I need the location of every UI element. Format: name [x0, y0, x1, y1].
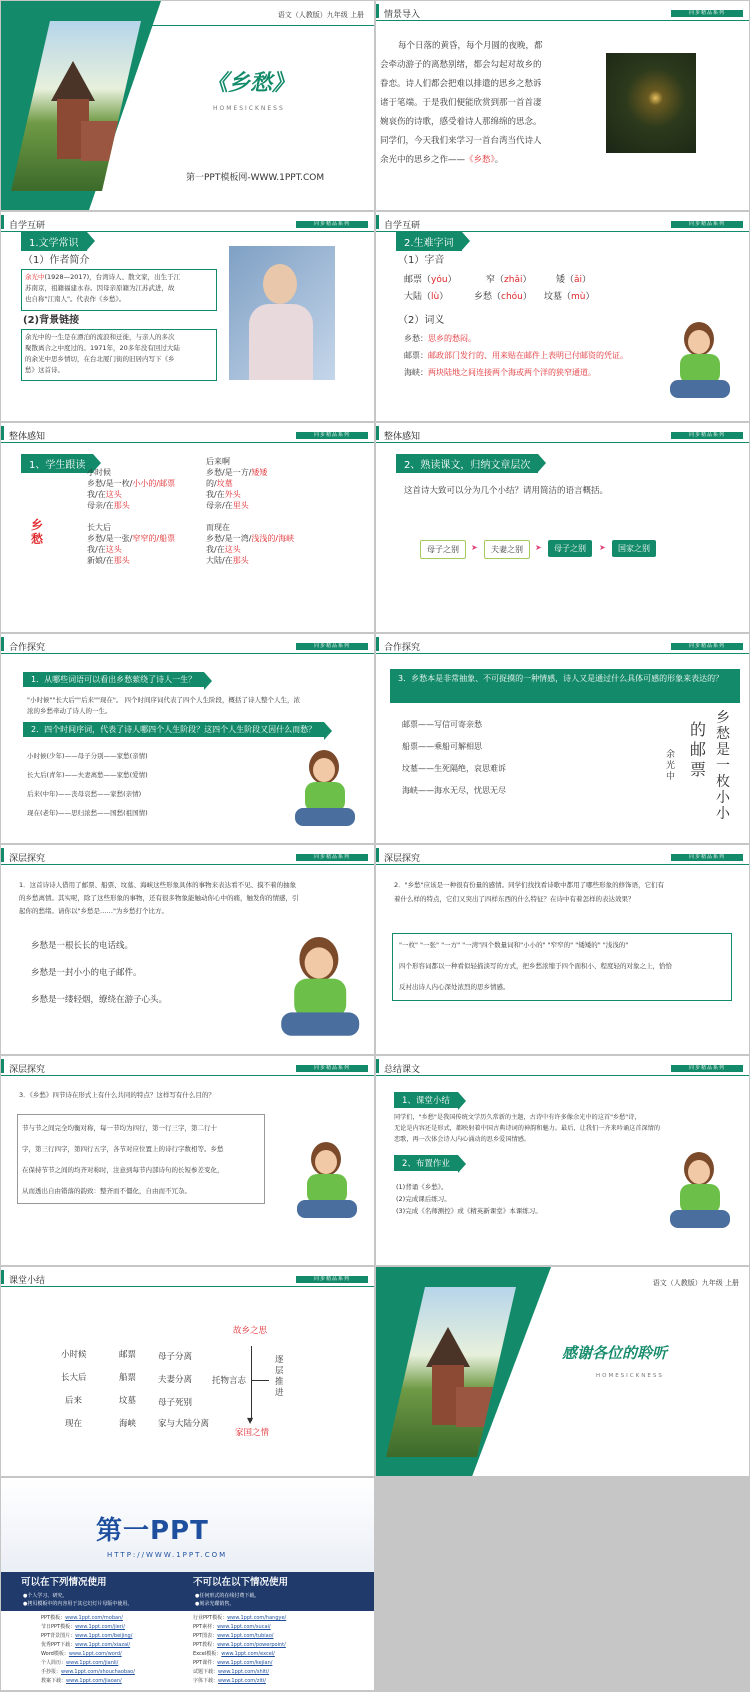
- link-row[interactable]: PPT课件：www.1ppt.com/kejian/: [193, 1660, 273, 1666]
- slide-9-deep-1[interactable]: 深层探究 同步精品系列 1．这首诗诗人借用了邮票、船票、坟墓、海峡这些形象具体的事物来表达看不见、摸不着的抽象 的乡愁离情。其实呢，除了这些形象的事物，还有很多物象能触动你心中的痛，触发你的情感，引 起你的愁绪。请你以"乡愁是……"为乡愁打个比方。 乡愁是一根长长的电话线。 乡愁是一封小小的电子邮件。 乡愁是一缕轻烟，缭绕在游子心头。: [1, 845, 374, 1054]
- slide-12-summary[interactable]: 总结课文 同步精品系列 1、课堂小结 同学们，"乡愁"是我国传统文学历久常新的主题，古诗中有许多像余光中的这首"乡愁"诗， 无论是内容还是形式，都映射着中国古典诗词的神韵和魅力。最后，让我们一齐来吟诵这首深情的 恋歌，再一次体会诗人内心涌动的思乡爱国情感。 2、布置作业 (1)背诵《乡愁》。 (2)完成课后练习。 (3)完成《名师测控》或《精英新课堂》本课练习。: [376, 1056, 749, 1265]
- poem-line: 的/坟墓: [206, 479, 233, 488]
- slide-header: 自学互研: [9, 221, 46, 231]
- link-row[interactable]: 手抄报：www.1ppt.com/shouchaobao/: [41, 1669, 135, 1675]
- slide-header: 整体感知: [9, 432, 46, 442]
- slide-header: 深层探究: [9, 1065, 46, 1075]
- thanks-title: 感谢各位的聆听: [562, 1344, 668, 1362]
- author-box: 余光中(1928—2017)，台湾诗人、散文家，出生于江 苏南京，祖籍福建永春。因母亲原籍为江苏武进，故 也自称"江南人"。代表作《乡愁》。: [21, 269, 217, 311]
- poem-line: 乡愁/是一枚/小小的/邮票: [87, 479, 176, 488]
- poem-line: 后来啊: [206, 457, 230, 466]
- example: 乡愁是一缕轻烟，缭绕在游子心头。: [31, 995, 168, 1005]
- slide-10-deep-2[interactable]: 深层探究 同步精品系列 2．"乡愁"应该是一种很有份量的感情。同学们找找看诗歌中都用了哪些形象的修饰语，它们有 着什么样的特点，它们又突出了四样东西的什么特征？在诗中有着怎样的表达效果？ "一枚" "一张" "一方" "一湾"四个数量词和"小小的" "窄窄的" "矮矮的" "浅浅的" 四个形容词都以一种看似轻描淡写的方式，把乡愁浓缩于四个面积小、程度轻的对象之上，恰恰 反衬出诗人内心深处浓烈的思乡情感。: [376, 845, 749, 1054]
- subheading: (2)背景链接: [23, 315, 80, 326]
- girl-illustration: [293, 1142, 363, 1224]
- series-tag: 同步精品系列: [296, 221, 368, 228]
- poem-line: 我/在这头: [87, 490, 122, 499]
- arrow-icon: ➤: [599, 543, 606, 552]
- cannot-use-heading: 不可以在以下情况使用: [193, 1577, 289, 1588]
- slide-header: 总结课文: [384, 1065, 421, 1075]
- series-tag: 同步精品系列: [671, 221, 743, 228]
- answer-box: "一枚" "一张" "一方" "一湾"四个数量词和"小小的" "窄窄的" "矮矮的" "浅浅的" 四个形容词都以一种看似轻描淡写的方式，把乡愁浓缩于四个面积小、程度轻的对象之上，恰恰 反衬出诗人内心深处浓烈的思乡情感。: [392, 933, 732, 1001]
- question-1: 1．从哪些词语可以看出乡愁萦绕了诗人一生？: [23, 672, 204, 687]
- question-2: 2．四个时间序词，代表了诗人哪四个人生阶段？这四个人生阶段又因什么而愁？: [23, 722, 324, 737]
- flow-step-1: 母子之别: [420, 540, 466, 559]
- link-row[interactable]: PPT图表：www.1ppt.com/tubiao/: [193, 1633, 274, 1639]
- thanks-subtitle: HOMESICKNESS: [596, 1373, 664, 1379]
- link-row[interactable]: PPT背景图片：www.1ppt.com/beijing/: [41, 1633, 133, 1639]
- slide-header: 深层探究: [9, 854, 46, 864]
- subheading: （2）词义: [398, 315, 445, 326]
- slide-header: 课堂小结: [9, 1276, 46, 1286]
- cover-title: 《乡愁》: [206, 71, 295, 96]
- slide-15-license[interactable]: 第一PPT HTTP://WWW.1PPT.COM 可以在下列情况使用 ●个人学习、研究。 ●拷贝模板中的内容用于其它幻灯片母版中使用。 不可以在以下情况使用 ●任何形式的在线付费下载。 ●刻录光碟销售。 PPT模板：www.1ppt.com/moban/ 行业PPT模板：www.1ppt.com/hangye/ 节日PPT模板：www.1ppt.com/jieri/ PPT素材：www.1ppt.com/sucai/ PPT背景图片：www.1ppt.com/beijing/ PPT图表：www.1ppt.com/tubiao/ 优秀PPT下载：www.1ppt.com/xiazai/ PPT教程：www.1ppt.com/powerpoint/ Word模板：www.1ppt.com/word/ Excel模板：www.1ppt.com/excel/ 个人简历：www.1ppt.com/jianli/ PPT课件：www.1ppt.com/kejian/ 手抄报：www.1ppt.com/shouchaobao/ 试题下载：www.1ppt.com/shiti/ 教案下载：www.1ppt.com/jiaoan/ 字体下载：www.1ppt.com/ziti/: [1, 1478, 374, 1690]
- slide-4-words[interactable]: 自学互研 同步精品系列 2.生难字词 （1）字音 邮票（yóu） 窄（zhǎi） 矮（ǎi） 大陆（lù） 乡愁（chóu） 坟墓（mù） （2）词义 乡愁：思乡的愁闷。 邮票：邮政部门发行的、用来贴在邮件上表明已付邮资的凭证。 海峡：两块陆地之间连接两个海或两个洋的狭窄通道。: [376, 212, 749, 421]
- arrow-icon: ➤: [471, 543, 478, 552]
- girl-illustration: [666, 1152, 736, 1234]
- example: 乡愁是一封小小的电子邮件。: [31, 968, 142, 978]
- can-use-heading: 可以在下列情况使用: [21, 1577, 107, 1588]
- slide-header: 自学互研: [384, 221, 421, 231]
- question: 3．《乡愁》四节诗在形式上有什么共同的特点？这样写有什么目的？: [19, 1091, 215, 1099]
- flow-step-2: 夫妻之别: [484, 540, 530, 559]
- poem-line: 母亲/在那头: [87, 501, 130, 510]
- top-label: 故乡之思: [233, 1326, 268, 1336]
- question-3: 3．乡愁本是非常抽象、不可捉摸的一种情感，诗人又是通过什么具体可感的形象来表达的？: [390, 669, 740, 703]
- vertical-label: 逐层推进: [275, 1355, 284, 1398]
- bottom-label: 家国之情: [235, 1428, 270, 1438]
- site-label: 第一PPT模板网-WWW.1PPT.COM: [186, 173, 325, 183]
- girl-illustration: [291, 750, 361, 832]
- subheading: （1）字音: [398, 255, 445, 266]
- section-button[interactable]: 2.生难字词: [396, 232, 462, 251]
- arrow-icon: ➤: [535, 543, 542, 552]
- slide-header: 深层探究: [384, 854, 421, 864]
- subject-label: 语文（人教版）九年级 上册: [652, 1279, 739, 1287]
- poem-line: 乡愁/是一张/窄窄的/船票: [87, 534, 176, 543]
- flow-step-3: 母子之别: [548, 540, 592, 557]
- center-label: 托物言志: [212, 1376, 247, 1386]
- link-row[interactable]: PPT素材：www.1ppt.com/sucai/: [193, 1624, 271, 1630]
- answer-box: 节与节之间完全均衡对称，每一节均为四行，第一行三字，第二行十 字，第三行四字，第四行五字，各节对应位置上的诗行字数相等。乡愁 在保持节节之间的均齐对称时，注意到每节内部诗句的长短参差变化， 从而透出自由错落的韵致：整齐而不僵化，自由而不冗杂。: [17, 1114, 265, 1204]
- link-row[interactable]: Word模板：www.1ppt.com/word/: [41, 1651, 122, 1657]
- slide-header: 合作探究: [9, 643, 46, 653]
- section-button[interactable]: 2、布置作业: [394, 1155, 458, 1171]
- series-tag: 同步精品系列: [296, 432, 368, 439]
- poem-line: 我/在外头: [206, 490, 241, 499]
- link-row[interactable]: 行业PPT模板：www.1ppt.com/hangye/: [193, 1615, 287, 1621]
- brand-logo: 第一PPT: [96, 1516, 209, 1546]
- intro-text: 每个日落的黄昏，每个月圆的夜晚，都 会牵动游子的离愁别绪，都会勾起对故乡的 眷恋。诗人们都会把难以排遣的思乡之愁诉 诸于笔端。于是我们便能欣赏到那一首首凄 婉哀伤的诗歌，感受着诗人那绵绵的思念。 同学们，今天我们来学习一首台湾当代诗人 余光中的思乡之作——《乡愁》。: [380, 41, 543, 165]
- slide-8-images[interactable]: 合作探究 同步精品系列 3．乡愁本是非常抽象、不可捉摸的一种情感，诗人又是通过什么具体可感的形象来表达的？ 邮票——写信可寄亲愁 船票——乘船可解相思 坟墓——生死隔绝，哀思难诉 海峡——海水无尽，忧思无尽 乡愁是一枚小小 的邮票 余光中: [376, 634, 749, 843]
- series-tag: 同步精品系列: [671, 10, 743, 17]
- slide-3-author[interactable]: [1, 212, 374, 421]
- girl-illustration: [666, 322, 736, 404]
- poem-line: 乡愁/是一湾/浅浅的/海峡: [206, 534, 295, 543]
- slide-13-class-summary[interactable]: 课堂小结 同步精品系列 小时候 长大后 后来 现在 邮票 船票 坟墓 海峡 母子分离 夫妻分离 母子死别 家与大陆分离 托物言志 ▼ 故乡之思 家国之情 逐层推进: [1, 1267, 374, 1476]
- poem-line: 母亲/在里头: [206, 501, 249, 510]
- section-button[interactable]: 1、学生跟读: [21, 454, 93, 473]
- example: 乡愁是一根长长的电话线。: [31, 941, 134, 951]
- flow-step-4: 国家之别: [612, 540, 656, 557]
- slide-1-cover[interactable]: [1, 1, 374, 210]
- series-tag: 同步精品系列: [296, 643, 368, 650]
- section-button[interactable]: 2、熟读课文，归纳文章层次: [396, 454, 538, 473]
- poem-line: [206, 511, 294, 522]
- poem-column-2: [206, 456, 294, 566]
- author-photo: [229, 246, 335, 380]
- link-row[interactable]: 节日PPT模板：www.1ppt.com/jieri/: [41, 1624, 125, 1630]
- link-row[interactable]: 试题下载：www.1ppt.com/shiti/: [193, 1669, 270, 1675]
- poem-line: 长大后: [87, 523, 111, 532]
- link-row[interactable]: PPT模板：www.1ppt.com/moban/: [41, 1615, 123, 1621]
- series-tag: 同步精品系列: [296, 1276, 368, 1283]
- background-box: 余光中的一生是在漂泊的流浪和迁徙，与亲人的多次 聚散离合之中度过的。1971年，20多年没有回过大陆 的余光中思乡情切，在台北厦门街的旧居内写下《乡 愁》这首诗。: [21, 329, 217, 381]
- slide-14-thanks[interactable]: [376, 1267, 749, 1476]
- link-row[interactable]: 优秀PPT下载：www.1ppt.com/xiazai/: [41, 1642, 131, 1648]
- series-tag: 同步精品系列: [671, 643, 743, 650]
- poem-line: 我/在这头: [206, 545, 241, 554]
- series-tag: 同步精品系列: [671, 1065, 743, 1072]
- series-tag: 同步精品系列: [296, 1065, 368, 1072]
- series-tag: 同步精品系列: [671, 432, 743, 439]
- series-tag: 同步精品系列: [296, 854, 368, 861]
- night-photo: [606, 53, 696, 153]
- section-button[interactable]: 1.文学常识: [21, 232, 87, 251]
- poem-line: [87, 511, 175, 522]
- link-row[interactable]: 个人简历：www.1ppt.com/jianli/: [41, 1660, 119, 1666]
- poem-line: 而现在: [206, 523, 230, 532]
- girl-illustration: [276, 937, 367, 1044]
- side-title: 乡愁: [31, 518, 44, 546]
- brand-url[interactable]: HTTP://WWW.1PPT.COM: [107, 1551, 228, 1559]
- slide-5-read-along[interactable]: [1, 423, 374, 632]
- link-row[interactable]: 教案下载：www.1ppt.com/jiaoan/: [41, 1678, 122, 1684]
- slide-11-deep-3[interactable]: [1, 1056, 374, 1265]
- series-tag: 同步精品系列: [671, 854, 743, 861]
- poem-column-1: [87, 467, 175, 566]
- poem-line: 我/在这头: [87, 545, 122, 554]
- slide-2-intro[interactable]: [376, 1, 749, 210]
- slide-header: 合作探究: [384, 643, 421, 653]
- link-row[interactable]: PPT教程：www.1ppt.com/powerpoint/: [193, 1642, 286, 1648]
- slide-header: 情景导入: [384, 10, 421, 20]
- link-row[interactable]: Excel模板：www.1ppt.com/excel/: [193, 1651, 275, 1657]
- slide-header: 整体感知: [384, 432, 421, 442]
- slide-7-explore[interactable]: 合作探究 同步精品系列 1．从哪些词语可以看出乡愁萦绕了诗人一生？ "小时候""长大后""后来""现在"。 四个时间序词代表了四个人生阶段，概括了诗人整个人生，浓 浓的乡愁牵动了诗人的一生。 2．四个时间序词，代表了诗人哪四个人生阶段？这四个人生阶段又因什么而愁？ 小时候(少年)——母子分别——家愁(亲情) 长大后(青年)——夫妻离愁——家愁(爱情) 后来(中年)——丧母哀愁——家愁(亲情) 现在(老年)——思归浓愁——国愁(祖国情): [1, 634, 374, 843]
- link-row[interactable]: 字体下载：www.1ppt.com/ziti/: [193, 1678, 266, 1684]
- arrow-down-icon: ▼: [247, 1416, 254, 1425]
- subheading: （1）作者简介: [23, 255, 90, 266]
- poem-line: 大陆/在那头: [206, 556, 249, 565]
- poem-line: 小时候: [87, 468, 111, 477]
- question: 这首诗大致可以分为几个小结？请用简洁的语言概括。: [404, 486, 609, 496]
- section-button[interactable]: 1、课堂小结: [394, 1092, 458, 1108]
- poem-line: 新娘/在那头: [87, 556, 130, 565]
- slide-6-structure[interactable]: [376, 423, 749, 632]
- subject-label: 语文（人教版）九年级 上册: [277, 11, 364, 19]
- cover-subtitle: HOMESICKNESS: [213, 105, 285, 112]
- calligraphy: 乡愁是一枚小小 的邮票 余光中: [666, 710, 730, 822]
- poem-line: 乡愁/是一方/矮矮: [206, 468, 268, 477]
